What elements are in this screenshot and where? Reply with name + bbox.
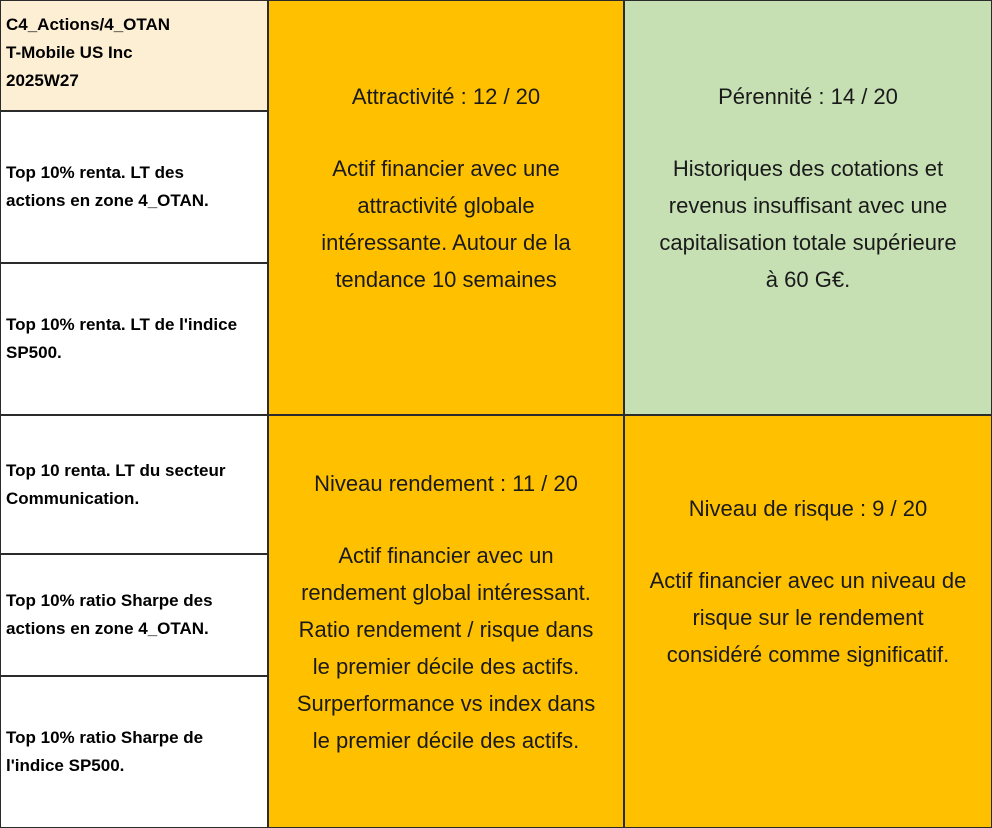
rendement-text: Ratio rendement / risque dans (298, 616, 594, 642)
ranking-label (6, 159, 209, 215)
rendement-text: le premier décile des actifs. (312, 727, 580, 753)
perennite-text: revenus insuffisant avec une (668, 192, 948, 218)
asset-header-cell (0, 0, 268, 111)
ranking-label-cell (0, 676, 268, 828)
rendement-text: le premier décile des actifs. (312, 653, 580, 679)
risque-score: Niveau de risque : 9 / 20 (688, 496, 928, 521)
ranking-label-cell (0, 554, 268, 676)
asset-name: T-Mobile US Inc (6, 43, 133, 62)
ranking-label-cell (0, 263, 268, 415)
ranking-label-cell (0, 111, 268, 263)
attractivite-text: intéressante. Autour de la (321, 229, 571, 255)
attractivite-text: Actif financier avec une (332, 155, 560, 181)
rendement-panel (268, 415, 624, 828)
ranking-label-line: actions en zone 4_OTAN. (6, 619, 209, 638)
rendement-text: Actif financier avec un (338, 542, 554, 568)
ranking-label-line: Top 10% ratio Sharpe des (6, 591, 213, 610)
ranking-label-line: SP500. (6, 343, 62, 362)
ranking-label (6, 724, 203, 780)
perennite-text: à 60 G€. (765, 266, 851, 292)
ranking-label-cell (0, 415, 268, 554)
attractivite-text: tendance 10 semaines (335, 266, 557, 292)
perennite-panel (624, 0, 992, 415)
rendement-text: Surperformance vs index dans (296, 690, 596, 716)
ranking-label-line: l'indice SP500. (6, 756, 125, 775)
attractivite-score: Attractivité : 12 / 20 (351, 83, 541, 109)
ranking-label (6, 311, 237, 367)
attractivite-text: attractivité globale (357, 192, 535, 218)
risque-text: risque sur le rendement (692, 605, 924, 630)
ranking-label (6, 587, 213, 643)
perennite-score: Pérennité : 14 / 20 (718, 83, 898, 109)
rendement-text: rendement global intéressant. (301, 579, 591, 605)
perennite-text: capitalisation totale supérieure (659, 229, 957, 255)
ranking-label-line: Top 10% ratio Sharpe de (6, 728, 204, 747)
risque-panel (624, 415, 992, 828)
rendement-score: Niveau rendement : 11 / 20 (314, 470, 578, 496)
asset-week: 2025W27 (6, 71, 79, 90)
risque-text: considéré comme significatif. (666, 642, 950, 667)
asset-category: C4_Actions/4_OTAN (6, 15, 171, 34)
perennite-text: Historiques des cotations et (672, 155, 944, 181)
ranking-label-line: actions en zone 4_OTAN. (6, 191, 209, 210)
ranking-label-line: Top 10% renta. LT de l'indice (6, 315, 238, 334)
ranking-label-line: Top 10 renta. LT du secteur (6, 460, 226, 480)
ranking-label-line: Communication. (6, 488, 140, 508)
ranking-label (6, 457, 225, 513)
ranking-label-line: Top 10% renta. LT des (6, 163, 184, 182)
attractivite-panel (268, 0, 624, 415)
risque-text: Actif financier avec un niveau de (649, 568, 967, 593)
